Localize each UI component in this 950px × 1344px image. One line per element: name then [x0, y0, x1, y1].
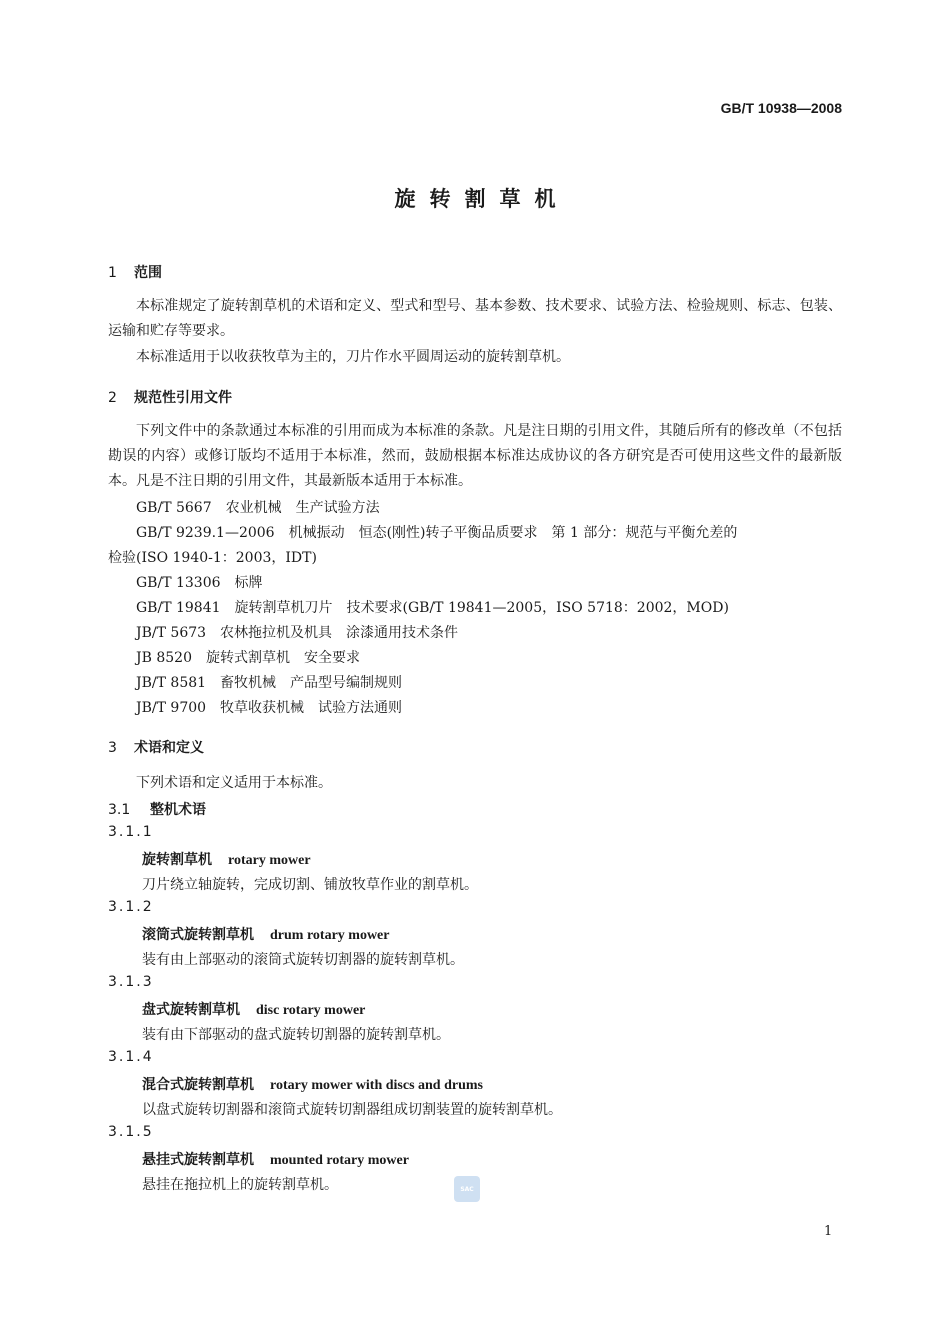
- term-definition: 以盘式旋转切割器和滚筒式旋转切割器组成切割装置的旋转割草机。: [142, 1102, 562, 1118]
- term-zh: 滚筒式旋转割草机: [142, 927, 254, 943]
- reference-item: JB/T 8581 畜牧机械 产品型号编制规则: [136, 675, 403, 691]
- document-title: 旋转割草机: [394, 187, 570, 211]
- section-3-intro: 下列术语和定义适用于本标准。: [136, 775, 332, 791]
- term-en: mounted rotary mower: [270, 1153, 409, 1168]
- section-2-heading: [108, 387, 232, 407]
- section-1-paragraph-1: 本标准规定了旋转割草机的术语和定义、型式和型号、基本参数、技术要求、试验方法、检验规则、标志、包装、运输和贮存等要求。: [108, 298, 842, 339]
- section-3-heading: [108, 737, 204, 757]
- term-en: rotary mower: [228, 853, 311, 868]
- term-zh: 旋转割草机: [142, 852, 212, 868]
- section-title: 范围: [134, 265, 162, 281]
- term-number: 3.1.3: [108, 974, 154, 990]
- term-number: 3.1.4: [108, 1049, 154, 1065]
- reference-item-continuation: 检验(ISO 1940-1：2003，IDT): [108, 550, 317, 566]
- term-name: [142, 849, 311, 869]
- term-number: 3.1.5: [108, 1124, 154, 1140]
- reference-item: JB/T 5673 农林拖拉机及机具 涂漆通用技术条件: [136, 625, 459, 641]
- section-title: 规范性引用文件: [134, 390, 232, 406]
- term-number: 3.1.1: [108, 824, 154, 840]
- term-definition: 装有由上部驱动的滚筒式旋转切割器的旋转割草机。: [142, 952, 464, 968]
- term-definition: 刀片绕立轴旋转，完成切割、铺放牧草作业的割草机。: [142, 877, 478, 893]
- term-name: [142, 999, 365, 1019]
- term-name: [142, 1149, 409, 1169]
- term-en: disc rotary mower: [256, 1003, 366, 1018]
- term-definition: 装有由下部驱动的盘式旋转切割器的旋转割草机。: [142, 1027, 450, 1043]
- page-number: 1: [824, 1224, 833, 1239]
- term-name: [142, 1074, 483, 1094]
- section-title: 术语和定义: [134, 740, 204, 756]
- term-zh: 悬挂式旋转割草机: [142, 1152, 254, 1168]
- section-1-paragraph-2: 本标准适用于以收获牧草为主的，刀片作水平圆周运动的旋转割草机。: [136, 349, 570, 365]
- section-2-intro: 下列文件中的条款通过本标准的引用而成为本标准的条款。凡是注日期的引用文件，其随后所有的修改单（不包括勘误的内容）或修订版均不适用于本标准，然而，鼓励根据本标准达成协议的各方研究是否可使用这些文件的最新版本。凡是不注日期的引用文件，其最新版本适用于本标准。: [108, 423, 842, 489]
- section-number: 1: [108, 265, 117, 281]
- term-definition: 悬挂在拖拉机上的旋转割草机。: [142, 1177, 338, 1193]
- term-name: [142, 924, 390, 944]
- reference-item: GB/T 5667 农业机械 生产试验方法: [136, 500, 380, 516]
- subsection-3-1-heading: [108, 799, 206, 819]
- subsection-title: 整机术语: [150, 802, 206, 818]
- section-1-heading: [108, 262, 162, 282]
- term-number: 3.1.2: [108, 899, 154, 915]
- section-number: 2: [108, 390, 117, 406]
- sac-watermark-logo: SAC: [454, 1176, 480, 1202]
- term-zh: 混合式旋转割草机: [142, 1077, 254, 1093]
- section-number: 3: [108, 740, 117, 756]
- term-zh: 盘式旋转割草机: [142, 1002, 240, 1018]
- subsection-number: 3.1: [108, 802, 131, 818]
- term-en: rotary mower with discs and drums: [270, 1078, 483, 1093]
- reference-item: GB/T 19841 旋转割草机刀片 技术要求(GB/T 19841—2005，ISO 5718：2002，MOD): [136, 600, 729, 616]
- term-en: drum rotary mower: [270, 928, 390, 943]
- reference-item: GB/T 9239.1—2006 机械振动 恒态(刚性)转子平衡品质要求 第 1 部分：规范与平衡允差的: [136, 525, 738, 541]
- reference-item: GB/T 13306 标牌: [136, 575, 263, 591]
- standard-code: GB/T 10938—2008: [720, 100, 842, 116]
- reference-item: JB 8520 旋转式割草机 安全要求: [136, 650, 360, 666]
- reference-item: JB/T 9700 牧草收获机械 试验方法通则: [136, 700, 403, 716]
